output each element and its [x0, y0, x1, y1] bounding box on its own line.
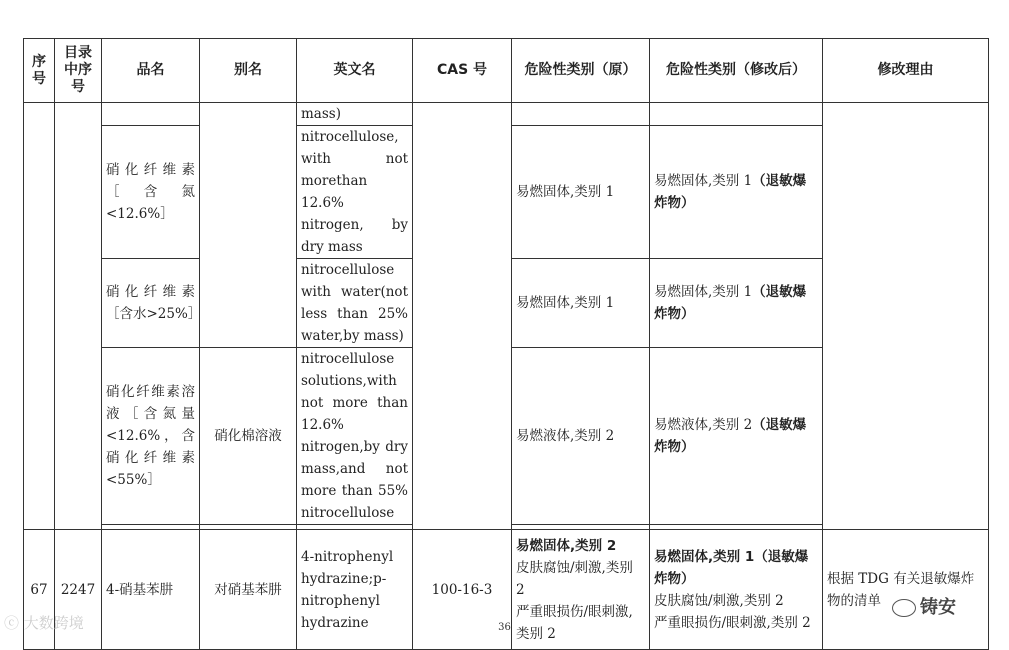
header-orig: 危险性类别（原）	[512, 39, 650, 103]
cell-name: 硝化纤维素［含氮<12.6%］	[102, 126, 200, 259]
cell-name: 4-硝基苯肼	[102, 530, 200, 650]
wechat-icon	[892, 599, 916, 617]
header-name: 品名	[102, 39, 200, 103]
cell-orig-continued	[512, 103, 650, 126]
revised-text: 易燃固体,类别 1	[654, 284, 753, 300]
header-reason: 修改理由	[823, 39, 989, 103]
header-row	[24, 39, 989, 103]
cell-revised	[650, 126, 823, 259]
orig-rest-text: 皮肤腐蚀/刺激,类别 2 严重眼损伤/眼刺激,类别 2	[516, 559, 633, 642]
cell-alias: 硝化棉溶液	[200, 348, 297, 525]
cell-english: nitrocellulose with water(not less than 25% water,by mass)	[297, 259, 413, 348]
header-revised: 危险性类别（修改后）	[650, 39, 823, 103]
cell-alias: 对硝基苯肼	[200, 530, 297, 650]
cell-revised	[650, 348, 823, 525]
cell-reason: 根据 TDG 有关退敏爆炸物的清单	[823, 530, 989, 650]
cell-seq: 67	[24, 530, 55, 650]
hazard-revision-table	[23, 38, 989, 650]
cell-cas-continued	[413, 103, 512, 530]
page-number: 36	[498, 622, 511, 633]
header-catalog: 目录 中序 号	[55, 39, 102, 103]
revised-bold-text: （退敏爆炸物）	[654, 417, 807, 455]
cell-orig: 易燃液体,类别 2	[512, 348, 650, 525]
cell-cas: 100-16-3	[413, 530, 512, 650]
revised-text: 易燃固体,类别 1	[654, 173, 753, 189]
cell-catalog-continued	[55, 103, 102, 530]
orig-bold-text: 易燃固体,类别 2	[516, 537, 617, 554]
revised-bold-text: （退敏爆炸物）	[654, 173, 807, 211]
cell-alias-continued	[200, 103, 297, 348]
cell-orig: 易燃固体,类别 1	[512, 259, 650, 348]
revised-bold-text: （退敏爆炸物）	[654, 284, 807, 322]
header-cas: CAS 号	[413, 39, 512, 103]
cell-name: 硝化纤维素［含水>25%］	[102, 259, 200, 348]
cell-seq-continued	[24, 103, 55, 530]
cell-reason-continued	[823, 103, 989, 530]
revised-text: 易燃液体,类别 2	[654, 417, 753, 433]
cell-english-continued: mass)	[297, 103, 413, 126]
table-row	[24, 103, 989, 126]
cell-english: nitrocellulose, with not morethan 12.6% nitrogen, by dry mass	[297, 126, 413, 259]
cell-revised	[650, 259, 823, 348]
watermark-right	[892, 593, 956, 619]
cell-catalog: 2247	[55, 530, 102, 650]
watermark-left: ⓒ 大数跨境	[4, 614, 84, 632]
revised-bold-text: 易燃固体,类别 1（退敏爆炸物）	[654, 548, 809, 587]
header-english: 英文名	[297, 39, 413, 103]
cell-english: 4-nitrophenyl hydrazine;p-nitrophenyl hydrazine	[297, 530, 413, 650]
cell-name: 硝化纤维素溶液［含氮量<12.6%，含硝化纤维素<55%］	[102, 348, 200, 525]
cell-english: nitrocellulose solutions,with not more than 12.6% nitrogen,by dry mass,and not more than 55% nitrocellulose	[297, 348, 413, 525]
header-seq: 序 号	[24, 39, 55, 103]
revised-rest-text: 皮肤腐蚀/刺激,类别 2 严重眼损伤/眼刺激,类别 2	[654, 592, 811, 631]
cell-revised-continued	[650, 103, 823, 126]
header-alias: 别名	[200, 39, 297, 103]
watermark-right-text: 铸安	[920, 597, 956, 618]
cell-name-continued	[102, 103, 200, 126]
cell-orig: 易燃固体,类别 1	[512, 126, 650, 259]
